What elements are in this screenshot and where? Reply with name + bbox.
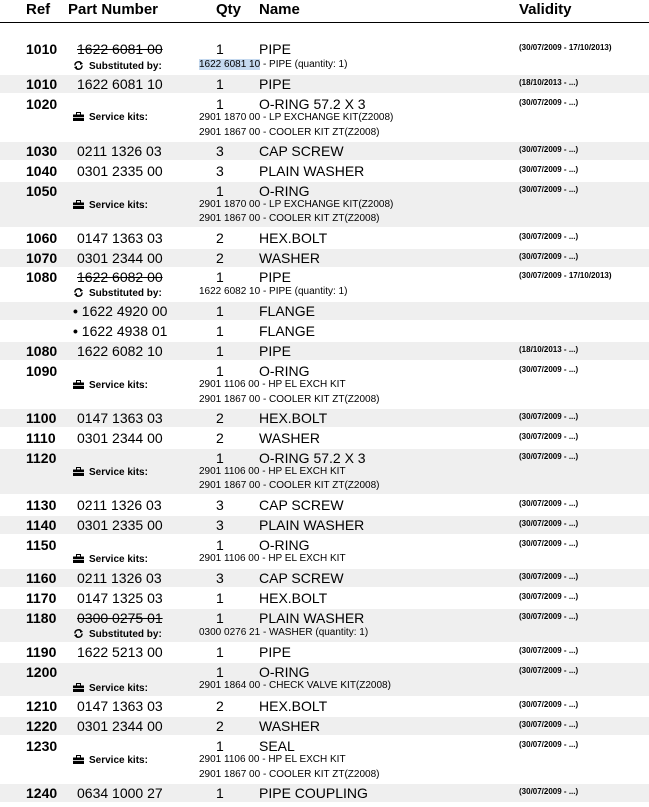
sub-label-text: Substituted by: [89,629,162,640]
sub-label [73,755,148,766]
name-cell: FLANGE [259,303,316,319]
header-ref: Ref [26,1,51,18]
part-number-cell: 1622 6081 10 [77,76,163,92]
validity-cell: (30/07/2009 - ...) [519,98,579,107]
qty-cell: 1 [216,183,224,199]
sub-label [73,200,148,211]
part-number-cell: 0211 1326 03 [77,497,162,513]
sub-info-row [0,394,649,408]
ref-cell: 1130 [26,497,57,513]
validity-cell: (30/07/2009 - ...) [519,666,579,675]
part-number-cell: 1622 6081 00 [77,41,163,57]
bullet-icon: • [73,323,82,339]
part-number-cell [73,303,167,319]
qty-cell: 2 [216,698,224,714]
child-part-row [0,322,649,340]
validity-cell: (18/10/2013 - ...) [519,345,579,354]
validity-cell: (30/07/2009 - ...) [519,572,579,581]
validity-cell: (30/07/2009 - ...) [519,452,579,461]
sub-text [199,466,346,477]
table-row [0,569,649,587]
qty-cell: 1 [216,537,224,553]
sub-info-row [0,59,649,74]
qty-cell: 1 [216,590,224,606]
table-row [0,429,649,447]
name-cell: HEX.BOLT [259,410,328,426]
ref-cell: 1100 [26,410,57,426]
name-cell: PIPE [259,644,291,660]
validity-cell: (30/07/2009 - ...) [519,700,579,709]
refresh-icon [73,288,84,297]
validity-cell: (30/07/2009 - ...) [519,499,579,508]
part-number-cell: 0301 2344 00 [77,430,163,446]
toolbox-icon [73,200,84,209]
ref-cell: 1220 [26,718,58,734]
table-row [0,95,649,113]
sub-label [73,380,148,391]
table-row [0,40,649,59]
sub-info-row [0,112,649,125]
ref-cell: 1180 [26,610,57,626]
table-row [0,342,649,360]
sub-text-value: 1622 6082 10 - PIPE (quantity: 1) [199,286,348,297]
toolbox-icon [73,112,84,121]
toolbox-icon [73,467,84,476]
name-cell: CAP SCREW [259,497,344,513]
sub-label [73,61,162,72]
ref-cell: 1120 [26,450,57,466]
sub-label-text: Service kits: [89,554,148,565]
part-number-cell: 0211 1326 03 [77,570,162,586]
sub-info-row [0,480,649,494]
name-cell: O-RING [259,183,310,199]
qty-cell: 1 [216,450,224,466]
validity-cell: (30/07/2009 - ...) [519,787,579,796]
ref-cell: 1210 [26,698,58,714]
name-cell: PIPE [259,269,291,285]
table-row [0,162,649,180]
sub-text-value: 2901 1864 00 - CHECK VALVE KIT(Z2008) [199,680,391,691]
part-number-cell: 0634 1000 27 [77,785,163,801]
part-number-cell: 1622 6082 00 [77,269,163,285]
sub-info-row [0,213,649,227]
qty-cell: 3 [216,143,224,159]
sub-text [199,754,346,765]
part-number-cell: 1622 5213 00 [77,644,163,660]
validity-cell: (30/07/2009 - ...) [519,165,579,174]
part-number-text: 1622 4938 01 [81,323,168,339]
table-row [0,516,649,534]
table-row [0,362,649,380]
sub-label [73,288,162,299]
sub-text [199,627,368,638]
sub-text-value: 2901 1867 00 - COOLER KIT ZT(Z2008) [199,127,380,138]
name-cell: O-RING [259,664,310,680]
validity-cell: (30/07/2009 - ...) [519,612,579,621]
sub-text-value: 2901 1867 00 - COOLER KIT ZT(Z2008) [199,394,380,405]
ref-cell: 1190 [26,644,57,660]
qty-cell: 1 [216,76,224,92]
sub-text [199,379,346,390]
name-cell: PIPE COUPLING [259,785,368,801]
qty-cell: 1 [216,343,224,359]
name-cell: CAP SCREW [259,570,344,586]
part-number-cell: 0301 2335 00 [77,517,163,533]
ref-cell: 1140 [26,517,57,533]
ref-cell: 1010 [26,41,58,57]
name-cell: WASHER [259,430,320,446]
name-cell: PIPE [259,41,291,57]
table-row [0,717,649,735]
toolbox-icon [73,554,84,563]
sub-info-row [0,466,649,480]
ref-cell: 1200 [26,664,58,680]
qty-cell: 3 [216,517,224,533]
name-cell: CAP SCREW [259,143,344,159]
qty-cell: 1 [216,785,224,801]
sub-label-text: Substituted by: [89,288,162,299]
qty-cell: 2 [216,718,224,734]
sub-text [199,127,379,138]
validity-cell: (30/07/2009 - ...) [519,412,579,421]
ref-cell: 1170 [26,590,57,606]
ref-cell: 1040 [26,163,58,179]
sub-text-value: 0300 0276 21 - WASHER (quantity: 1) [199,627,369,638]
table-row [0,229,649,247]
sub-label-text: Service kits: [89,380,148,391]
sub-info-row [0,286,649,301]
sub-text-value: 2901 1106 00 - HP EL EXCH KIT [199,553,346,564]
sub-text [199,680,391,691]
sub-info-row [0,127,649,140]
sub-info-row [0,769,649,783]
validity-cell: (18/10/2013 - ...) [519,78,579,87]
ref-cell: 1110 [26,430,56,446]
part-number-cell: 0301 2344 00 [77,718,163,734]
part-number-cell: 0147 1363 03 [77,698,163,714]
sub-label-text: Service kits: [89,112,148,123]
sub-label-text: Service kits: [89,467,148,478]
ref-cell: 1240 [26,785,58,801]
qty-cell: 1 [216,664,224,680]
sub-text-value: 2901 1106 00 - HP EL EXCH KIT [199,754,346,765]
toolbox-icon [73,755,84,764]
sub-label-text: Service kits: [89,755,148,766]
table-row [0,449,649,467]
table-row [0,784,649,802]
sub-text-value: 2901 1870 00 - LP EXCHANGE KIT(Z2008) [199,112,394,123]
name-cell: PLAIN WASHER [259,517,365,533]
part-number-cell: 0147 1363 03 [77,230,163,246]
sub-text [199,213,379,224]
sub-label-text: Service kits: [89,200,148,211]
sub-text-value: 2901 1870 00 - LP EXCHANGE KIT(Z2008) [199,199,394,210]
name-cell: PIPE [259,343,291,359]
sub-text-value: 2901 1106 00 - HP EL EXCH KIT [199,379,346,390]
qty-cell: 1 [216,323,224,339]
sub-info-row [0,754,649,768]
validity-cell: (30/07/2009 - ...) [519,646,579,655]
qty-cell: 2 [216,230,224,246]
table-row [0,142,649,160]
ref-cell: 1080 [26,269,58,285]
sub-info-row [0,199,649,213]
header-validity: Validity [519,1,572,18]
validity-cell: (30/07/2009 - ...) [519,539,579,548]
name-cell: PLAIN WASHER [259,610,365,626]
validity-cell: (30/07/2009 - ...) [519,592,579,601]
ref-cell: 1070 [26,250,58,266]
sub-text [199,553,346,564]
name-cell: HEX.BOLT [259,698,328,714]
validity-cell: (30/07/2009 - ...) [519,232,579,241]
validity-cell: (30/07/2009 - 17/10/2013) [519,43,612,52]
sub-label [73,467,148,478]
sub-text [199,769,379,780]
validity-cell: (30/07/2009 - ...) [519,365,579,374]
sub-text-value: 2901 1867 00 - COOLER KIT ZT(Z2008) [199,769,380,780]
ref-cell: 1160 [26,570,57,586]
sub-label-text: Service kits: [89,683,148,694]
table-row [0,609,649,627]
qty-cell: 1 [216,303,224,319]
validity-cell: (30/07/2009 - ...) [519,740,579,749]
table-row [0,589,649,607]
sub-text-value: 2901 1106 00 - HP EL EXCH KIT [199,466,346,477]
refresh-icon [73,629,84,638]
part-number-cell: 0147 1325 03 [77,590,163,606]
ref-cell: 1050 [26,183,58,199]
name-cell: WASHER [259,250,320,266]
sub-text [199,199,393,210]
part-number-cell: 0301 2335 00 [77,163,163,179]
sub-label [73,629,162,640]
name-cell: O-RING [259,537,310,553]
name-cell: PIPE [259,76,291,92]
sub-info-row [0,680,649,696]
ref-cell: 1020 [26,96,58,112]
qty-cell: 1 [216,41,224,57]
sub-label [73,112,148,123]
qty-cell: 1 [216,644,224,660]
name-cell: O-RING 57.2 X 3 [259,96,366,112]
table-row [0,697,649,715]
part-number-cell: 0300 0275 01 [77,610,163,626]
header-qty: Qty [216,1,242,18]
toolbox-icon [73,380,84,389]
ref-cell: 1090 [26,363,58,379]
table-row [0,249,649,267]
ref-cell: 1060 [26,230,58,246]
table-row [0,536,649,554]
name-cell: SEAL [259,738,295,754]
name-cell: HEX.BOLT [259,590,328,606]
name-cell: PLAIN WASHER [259,163,365,179]
qty-cell: 1 [216,269,224,285]
ref-cell: 1230 [26,738,58,754]
refresh-icon [73,61,84,70]
sub-text [199,59,347,70]
sub-info-row [0,379,649,393]
part-number-cell: 0301 2344 00 [77,250,163,266]
qty-cell: 2 [216,250,224,266]
qty-cell: 3 [216,570,224,586]
selected-text-highlight[interactable]: 1622 6081 10 [199,59,261,70]
qty-cell: 1 [216,363,224,379]
sub-info-row [0,627,649,642]
header-part-number: Part Number [68,1,159,18]
validity-cell: (30/07/2009 - ...) [519,432,579,441]
name-cell: HEX.BOLT [259,230,328,246]
qty-cell: 3 [216,163,224,179]
qty-cell: 1 [216,610,224,626]
ref-cell: 1150 [26,537,57,553]
table-row [0,663,649,681]
part-number-text: 1622 4920 00 [81,303,168,319]
sub-text-value: 2901 1867 00 - COOLER KIT ZT(Z2008) [199,213,380,224]
sub-text [199,394,379,405]
sub-text-value: 2901 1867 00 - COOLER KIT ZT(Z2008) [199,480,380,491]
sub-label-text: Substituted by: [89,61,162,72]
part-number-cell: 0211 1326 03 [77,143,162,159]
child-part-row [0,302,649,320]
validity-cell: (30/07/2009 - 17/10/2013) [519,271,612,280]
sub-info-row [0,553,649,567]
name-cell: WASHER [259,718,320,734]
table-row [0,409,649,427]
bullet-icon: • [73,303,82,319]
table-row [0,737,649,755]
qty-cell: 1 [216,96,224,112]
name-cell: O-RING 57.2 X 3 [259,450,366,466]
part-number-cell: 1622 6082 10 [77,343,163,359]
sub-label [73,554,148,565]
header-name: Name [259,1,300,18]
validity-cell: (30/07/2009 - ...) [519,185,579,194]
validity-cell: (30/07/2009 - ...) [519,145,579,154]
ref-cell: 1030 [26,143,58,159]
qty-cell: 2 [216,410,224,426]
part-number-cell: 0147 1363 03 [77,410,163,426]
qty-cell: 2 [216,430,224,446]
qty-cell: 1 [216,738,224,754]
sub-text [199,286,347,297]
name-cell: O-RING [259,363,310,379]
ref-cell: 1010 [26,76,58,92]
validity-cell: (30/07/2009 - ...) [519,720,579,729]
sub-label [73,683,148,694]
validity-cell: (30/07/2009 - ...) [519,252,579,261]
sub-text [199,480,379,491]
table-row [0,643,649,661]
ref-cell: 1080 [26,343,58,359]
table-header [0,0,649,23]
part-number-cell [73,323,167,339]
sub-text-value: - PIPE (quantity: 1) [260,59,348,70]
toolbox-icon [73,683,84,692]
validity-cell: (30/07/2009 - ...) [519,519,579,528]
qty-cell: 3 [216,497,224,513]
table-row [0,182,649,200]
table-row [0,268,649,286]
table-row [0,496,649,514]
name-cell: FLANGE [259,323,316,339]
sub-text [199,112,393,123]
table-row [0,75,649,93]
